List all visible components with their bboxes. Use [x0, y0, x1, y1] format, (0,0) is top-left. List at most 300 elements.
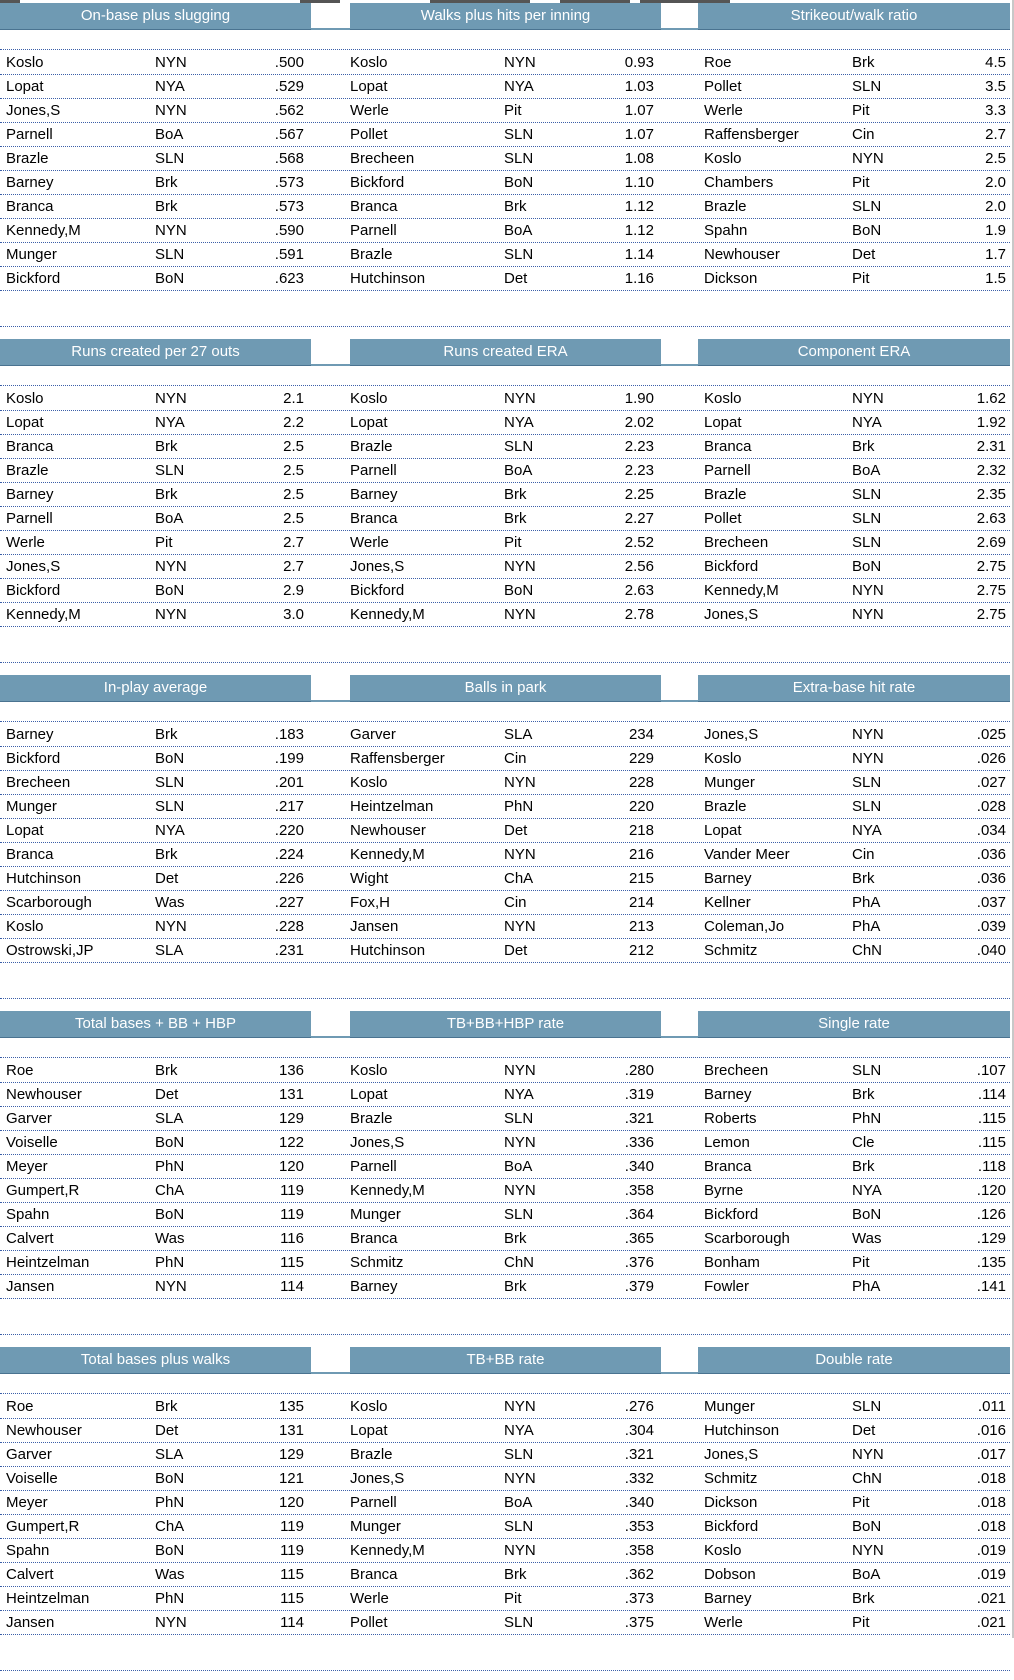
- stat-value: 2.75: [976, 558, 1006, 575]
- stat-value: .228: [274, 918, 304, 935]
- team-code: NYA: [852, 414, 882, 431]
- table-row: [0, 867, 1010, 891]
- team-code: NYN: [155, 390, 187, 407]
- player-name: Bickford: [350, 582, 405, 599]
- player-name: Jansen: [6, 1278, 55, 1295]
- stat-value: 131: [278, 1422, 304, 1439]
- stat-value: 234: [628, 726, 654, 743]
- player-name: Bickford: [350, 174, 405, 191]
- header-gap: [661, 1011, 698, 1038]
- stat-value: 1.62: [976, 390, 1006, 407]
- team-code: SLN: [504, 438, 534, 455]
- player-name: Barney: [704, 870, 752, 887]
- table-row: [0, 195, 1010, 219]
- player-name: Kennedy,M: [704, 582, 779, 599]
- table-row: [0, 507, 1010, 531]
- stat-section: [0, 672, 1010, 1008]
- team-code: Pit: [852, 270, 870, 287]
- table-row: [0, 603, 1010, 627]
- team-code: BoN: [155, 270, 185, 287]
- player-name: Branca: [704, 1158, 752, 1175]
- stat-value: 119: [280, 1518, 304, 1535]
- player-name: Newhouser: [6, 1086, 82, 1103]
- stat-value: .019: [976, 1542, 1006, 1559]
- table-row: [0, 411, 1010, 435]
- team-code: BoN: [155, 582, 185, 599]
- team-code: BoA: [852, 1566, 881, 1583]
- team-code: NYA: [504, 1422, 534, 1439]
- team-code: Brk: [504, 1566, 527, 1583]
- team-code: BoN: [155, 750, 185, 767]
- player-name: Barney: [6, 486, 54, 503]
- stat-value: .340: [624, 1494, 654, 1511]
- stat-section: [0, 1344, 1010, 1680]
- table-row: [0, 1059, 1010, 1083]
- player-name: Brazle: [350, 246, 393, 263]
- stat-value: 1.07: [624, 126, 654, 143]
- table-row: [0, 1611, 1010, 1635]
- stat-value: 2.35: [976, 486, 1006, 503]
- table-title: Single rate: [698, 1011, 1010, 1038]
- table-row: [0, 843, 1010, 867]
- player-name: Brazle: [350, 1110, 393, 1127]
- stat-value: .141: [976, 1278, 1006, 1295]
- player-name: Schmitz: [704, 1470, 758, 1487]
- player-name: Munger: [704, 774, 755, 791]
- table-row: [0, 1539, 1010, 1563]
- header-gap: [311, 1011, 350, 1038]
- stat-value: .376: [624, 1254, 654, 1271]
- stat-value: 229: [628, 750, 654, 767]
- team-code: SLA: [155, 1110, 184, 1127]
- team-code: Brk: [155, 438, 178, 455]
- team-code: PhA: [852, 1278, 881, 1295]
- stat-value: 2.23: [624, 438, 654, 455]
- stat-value: 218: [628, 822, 654, 839]
- stat-value: 1.16: [624, 270, 654, 287]
- stat-value: 1.90: [624, 390, 654, 407]
- player-name: Chambers: [704, 174, 774, 191]
- player-name: Kennedy,M: [6, 222, 81, 239]
- stat-value: .018: [976, 1494, 1006, 1511]
- team-code: Brk: [852, 54, 875, 71]
- team-code: Was: [852, 1230, 882, 1247]
- table-row: [0, 1491, 1010, 1515]
- stat-value: 119: [280, 1206, 304, 1223]
- player-name: Coleman,Jo: [704, 918, 785, 935]
- stat-value: .028: [976, 798, 1006, 815]
- stat-value: .034: [976, 822, 1006, 839]
- team-code: Det: [504, 942, 528, 959]
- team-code: NYN: [852, 1542, 884, 1559]
- team-code: SLN: [852, 534, 882, 551]
- team-code: Brk: [852, 1086, 875, 1103]
- team-code: Brk: [155, 1062, 178, 1079]
- player-name: Jansen: [350, 918, 399, 935]
- team-code: NYA: [852, 822, 882, 839]
- team-code: PhN: [155, 1494, 185, 1511]
- team-code: SLN: [504, 1518, 534, 1535]
- player-name: Koslo: [704, 1542, 742, 1559]
- stat-value: .183: [274, 726, 304, 743]
- player-name: Lopat: [350, 1422, 388, 1439]
- team-code: PhA: [852, 894, 881, 911]
- stat-value: .114: [977, 1086, 1006, 1103]
- team-code: SLN: [852, 198, 882, 215]
- dotted-rule: [0, 49, 1010, 50]
- stat-value: .126: [976, 1206, 1006, 1223]
- team-code: NYN: [852, 750, 884, 767]
- player-name: Garver: [6, 1446, 52, 1463]
- team-code: NYN: [504, 846, 536, 863]
- stat-value: 2.56: [624, 558, 654, 575]
- team-code: BoN: [504, 174, 534, 191]
- team-code: SLN: [504, 126, 534, 143]
- stat-value: 115: [280, 1590, 304, 1607]
- player-name: Branca: [350, 1566, 398, 1583]
- player-name: Munger: [6, 798, 57, 815]
- team-code: NYN: [504, 774, 536, 791]
- player-name: Jones,S: [350, 1470, 405, 1487]
- player-name: Jones,S: [6, 102, 61, 119]
- player-name: Koslo: [350, 1398, 388, 1415]
- player-name: Koslo: [6, 918, 44, 935]
- table-row: [0, 939, 1010, 963]
- team-code: Brk: [504, 486, 527, 503]
- player-name: Pollet: [704, 78, 742, 95]
- stat-value: .379: [624, 1278, 654, 1295]
- team-code: Brk: [504, 1278, 527, 1295]
- team-code: Pit: [504, 1590, 522, 1607]
- stat-value: .568: [274, 150, 304, 167]
- team-code: PhA: [852, 918, 881, 935]
- table-row: [0, 747, 1010, 771]
- team-code: BoA: [504, 462, 533, 479]
- stat-value: 131: [278, 1086, 304, 1103]
- team-code: ChA: [155, 1182, 185, 1199]
- stat-value: .321: [624, 1446, 654, 1463]
- team-code: BoA: [504, 1494, 533, 1511]
- player-name: Newhouser: [6, 1422, 82, 1439]
- player-name: Voiselle: [6, 1134, 58, 1151]
- team-code: ChN: [852, 942, 883, 959]
- team-code: NYN: [155, 222, 187, 239]
- team-code: Pit: [852, 1254, 870, 1271]
- stat-value: 129: [278, 1446, 304, 1463]
- stat-value: 1.03: [624, 78, 654, 95]
- player-name: Werle: [350, 102, 389, 119]
- table-row: [0, 483, 1010, 507]
- player-name: Brazle: [704, 486, 747, 503]
- stat-value: .591: [274, 246, 304, 263]
- team-code: NYN: [504, 54, 536, 71]
- team-code: Was: [155, 894, 185, 911]
- team-code: Det: [852, 1422, 876, 1439]
- player-name: Heintzelman: [6, 1590, 90, 1607]
- player-name: Koslo: [704, 150, 742, 167]
- player-name: Gumpert,R: [6, 1182, 80, 1199]
- table-row: [0, 1419, 1010, 1443]
- stat-value: .220: [274, 822, 304, 839]
- team-code: PhN: [155, 1158, 185, 1175]
- player-name: Scarborough: [704, 1230, 790, 1247]
- table-row: [0, 99, 1010, 123]
- table-row: [0, 1083, 1010, 1107]
- team-code: Brk: [155, 1398, 178, 1415]
- table-title: Balls in park: [350, 675, 661, 702]
- team-code: Pit: [155, 534, 173, 551]
- table-row: [0, 147, 1010, 171]
- team-code: BoN: [155, 1134, 185, 1151]
- table-title: Runs created ERA: [350, 339, 661, 366]
- team-code: Cin: [852, 846, 875, 863]
- player-name: Newhouser: [704, 246, 780, 263]
- team-code: Brk: [852, 1158, 875, 1175]
- stat-value: .365: [624, 1230, 654, 1247]
- player-name: Barney: [350, 486, 398, 503]
- team-code: NYN: [504, 390, 536, 407]
- player-name: Parnell: [350, 1494, 397, 1511]
- player-name: Jansen: [6, 1614, 55, 1631]
- team-code: NYN: [504, 1134, 536, 1151]
- stat-value: 2.9: [283, 582, 304, 599]
- player-name: Hutchinson: [704, 1422, 780, 1439]
- player-name: Jones,S: [704, 606, 759, 623]
- stat-value: 3.3: [985, 102, 1006, 119]
- player-name: Parnell: [350, 222, 397, 239]
- stat-value: .358: [624, 1182, 654, 1199]
- stat-value: 216: [628, 846, 654, 863]
- team-code: SLN: [852, 1062, 882, 1079]
- player-name: Barney: [6, 174, 54, 191]
- stat-value: .036: [976, 870, 1006, 887]
- team-code: SLN: [852, 510, 882, 527]
- player-name: Bickford: [704, 558, 759, 575]
- stat-value: 212: [628, 942, 654, 959]
- player-name: Garver: [6, 1110, 52, 1127]
- player-name: Brazle: [350, 438, 393, 455]
- player-name: Meyer: [6, 1158, 48, 1175]
- stat-value: .332: [624, 1470, 654, 1487]
- player-name: Munger: [704, 1398, 755, 1415]
- table-row: [0, 1515, 1010, 1539]
- stat-value: 116: [280, 1230, 304, 1247]
- stat-value: .199: [274, 750, 304, 767]
- table-row: [0, 75, 1010, 99]
- team-code: BoN: [852, 222, 882, 239]
- team-code: NYN: [155, 606, 187, 623]
- player-name: Jones,S: [350, 558, 405, 575]
- table-row: [0, 819, 1010, 843]
- stat-value: 1.7: [985, 246, 1006, 263]
- team-code: Det: [504, 270, 528, 287]
- team-code: SLA: [504, 726, 533, 743]
- team-code: Cle: [852, 1134, 875, 1151]
- player-name: Werle: [350, 534, 389, 551]
- player-name: Bickford: [6, 270, 61, 287]
- stat-value: 213: [628, 918, 654, 935]
- player-name: Brecheen: [704, 534, 769, 551]
- team-code: BoN: [852, 558, 882, 575]
- player-name: Barney: [350, 1278, 398, 1295]
- stat-value: .018: [976, 1518, 1006, 1535]
- stat-value: 2.0: [985, 198, 1006, 215]
- stat-value: 115: [280, 1254, 304, 1271]
- player-name: Hutchinson: [6, 870, 82, 887]
- stat-value: .362: [624, 1566, 654, 1583]
- player-name: Gumpert,R: [6, 1518, 80, 1535]
- team-code: BoN: [852, 1518, 882, 1535]
- stat-value: .115: [977, 1110, 1006, 1127]
- stat-value: 2.23: [624, 462, 654, 479]
- team-code: BoN: [852, 1206, 882, 1223]
- player-name: Bickford: [6, 750, 61, 767]
- table-row: [0, 123, 1010, 147]
- stat-value: 129: [278, 1110, 304, 1127]
- team-code: PhN: [504, 798, 534, 815]
- stat-value: 120: [278, 1158, 304, 1175]
- team-code: NYN: [504, 558, 536, 575]
- table-row: [0, 1251, 1010, 1275]
- team-code: NYA: [155, 822, 185, 839]
- player-name: Jones,S: [6, 558, 61, 575]
- player-name: Koslo: [6, 54, 44, 71]
- player-name: Barney: [704, 1086, 752, 1103]
- team-code: Pit: [504, 534, 522, 551]
- stat-value: 2.1: [283, 390, 304, 407]
- team-code: NYN: [852, 1446, 884, 1463]
- team-code: NYN: [852, 150, 884, 167]
- team-code: SLN: [155, 150, 185, 167]
- team-code: BoN: [504, 582, 534, 599]
- player-name: Spahn: [6, 1542, 50, 1559]
- team-code: SLN: [852, 774, 882, 791]
- dotted-rule: [0, 998, 1010, 999]
- stat-value: 2.75: [976, 606, 1006, 623]
- player-name: Lopat: [704, 822, 742, 839]
- team-code: NYN: [155, 1614, 187, 1631]
- table-row: [0, 531, 1010, 555]
- stat-value: .040: [976, 942, 1006, 959]
- player-name: Dickson: [704, 270, 758, 287]
- stat-value: 2.31: [976, 438, 1006, 455]
- player-name: Branca: [6, 198, 54, 215]
- table-row: [0, 459, 1010, 483]
- player-name: Spahn: [6, 1206, 50, 1223]
- player-name: Werle: [704, 102, 743, 119]
- team-code: Cin: [852, 126, 875, 143]
- player-name: Kennedy,M: [350, 1182, 425, 1199]
- team-code: NYN: [504, 1398, 536, 1415]
- team-code: NYN: [155, 558, 187, 575]
- player-name: Roe: [6, 1398, 34, 1415]
- stat-value: 3.0: [283, 606, 304, 623]
- stat-value: .019: [976, 1566, 1006, 1583]
- stat-value: .115: [977, 1134, 1006, 1151]
- stat-value: 2.78: [624, 606, 654, 623]
- player-name: Fowler: [704, 1278, 750, 1295]
- player-name: Hutchinson: [350, 942, 426, 959]
- stat-value: 121: [278, 1470, 304, 1487]
- team-code: SLN: [504, 1110, 534, 1127]
- player-name: Pollet: [704, 510, 742, 527]
- player-name: Lopat: [350, 414, 388, 431]
- header-gap: [661, 1347, 698, 1374]
- stat-value: 2.32: [976, 462, 1006, 479]
- stat-value: .226: [274, 870, 304, 887]
- team-code: NYN: [504, 1470, 536, 1487]
- team-code: Det: [155, 870, 179, 887]
- player-name: Byrne: [704, 1182, 744, 1199]
- player-name: Parnell: [704, 462, 751, 479]
- player-name: Schmitz: [704, 942, 758, 959]
- stat-value: .107: [976, 1062, 1006, 1079]
- stat-value: 114: [280, 1614, 304, 1631]
- player-name: Kellner: [704, 894, 751, 911]
- header-gap: [311, 339, 350, 366]
- player-name: Scarborough: [6, 894, 92, 911]
- player-name: Koslo: [704, 390, 742, 407]
- team-code: SLN: [504, 1614, 534, 1631]
- player-name: Jones,S: [704, 726, 759, 743]
- team-code: SLN: [852, 798, 882, 815]
- player-name: Branca: [704, 438, 752, 455]
- player-name: Lopat: [350, 1086, 388, 1103]
- team-code: NYN: [155, 102, 187, 119]
- stat-value: 3.5: [985, 78, 1006, 95]
- stat-value: .364: [624, 1206, 654, 1223]
- team-code: NYN: [852, 726, 884, 743]
- table-title: Component ERA: [698, 339, 1010, 366]
- section-header-row: [0, 339, 1010, 365]
- table-title: TB+BB rate: [350, 1347, 661, 1374]
- stat-value: .016: [976, 1422, 1006, 1439]
- stat-value: 2.7: [283, 534, 304, 551]
- table-row: [0, 1227, 1010, 1251]
- team-code: SLN: [155, 462, 185, 479]
- stat-value: .118: [977, 1158, 1006, 1175]
- stat-value: 2.5: [985, 150, 1006, 167]
- dotted-rule: [0, 662, 1010, 663]
- player-name: Roe: [704, 54, 732, 71]
- team-code: SLN: [155, 774, 185, 791]
- team-code: ChA: [155, 1518, 185, 1535]
- player-name: Wight: [350, 870, 389, 887]
- team-code: Brk: [155, 726, 178, 743]
- stat-value: 2.25: [624, 486, 654, 503]
- stat-value: .562: [274, 102, 304, 119]
- player-name: Werle: [704, 1614, 743, 1631]
- stat-value: .201: [274, 774, 304, 791]
- stat-value: 1.10: [624, 174, 654, 191]
- stat-value: 2.75: [976, 582, 1006, 599]
- stat-value: .590: [274, 222, 304, 239]
- table-row: [0, 171, 1010, 195]
- header-gap: [311, 675, 350, 702]
- team-code: SLN: [852, 78, 882, 95]
- table-row: [0, 1395, 1010, 1419]
- player-name: Werle: [350, 1590, 389, 1607]
- table-title: Runs created per 27 outs: [0, 339, 311, 366]
- player-name: Meyer: [6, 1494, 48, 1511]
- stat-value: .036: [976, 846, 1006, 863]
- stat-value: 0.93: [624, 54, 654, 71]
- player-name: Kennedy,M: [350, 1542, 425, 1559]
- stat-value: .304: [624, 1422, 654, 1439]
- team-code: ChA: [504, 870, 534, 887]
- team-code: BoA: [504, 1158, 533, 1175]
- player-name: Brazle: [704, 198, 747, 215]
